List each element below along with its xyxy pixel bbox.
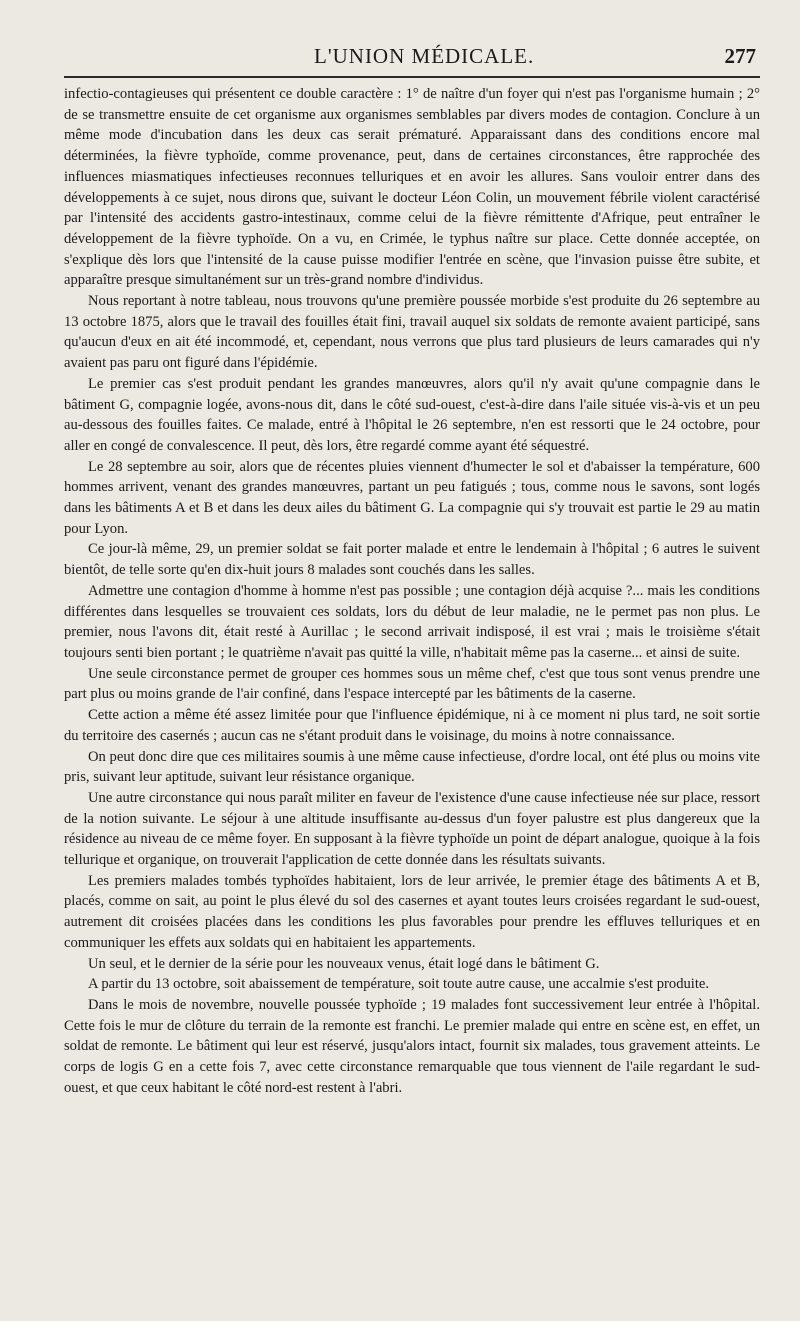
- paragraph: A partir du 13 octobre, soit abaissement de température, soit toute autre cause, une accalmie s'est produite.: [88, 976, 710, 993]
- paragraph: Ce jour-là même, 29, un premier soldat se fait porter malade et entre le lendemain à l'hôpital ; 6 autres le suivent bientôt, de telle sorte qu'en dix-huit jours 8 malades sont couchés dans les salles.: [64, 541, 760, 579]
- paragraph: Une autre circonstance qui nous paraît militer en faveur de l'existence d'une cause infectieuse née sur place, ressort de la notion suivante. Le séjour à une altitude insuffisante au-dessus d'un foyer palustre est plus dangereux que la résidence au niveau de ce même foyer. En supposant à la fièvre typhoïde un point de départ analogue, quoique à la fois tellurique et organique, on trouverait l'application de cette donnée dans les résultats suivants.: [64, 789, 760, 869]
- paragraph: Le premier cas s'est produit pendant les grandes manœuvres, alors qu'il n'y avait qu'une compagnie dans le bâtiment G, compagnie logée, avons-nous dit, dans le côté sud-ouest, c'est-à-dire dans l'aile située vis-à-vis et un peu au-dessous des fouilles faites. Ce malade, entré à l'hôpital le 26 septembre, n'en est ressorti que le 24 octobre, pour aller en congé de convalescence. Il peut, dès lors, être regardé comme ayant été séquestré.: [64, 375, 760, 454]
- running-head: [64, 44, 760, 72]
- paragraph: Le 28 septembre au soir, alors que de récentes pluies viennent d'humecter le sol et d'abaisser la température, 600 hommes arrivent, venant des grandes manœuvres, partant un peu fatigués ; tous, comme nous le savons, sont logés dans les bâtiments A et B et dans les deux ailes du bâtiment G. La compagnie qui s'y trouvait est partie le 29 au matin pour Lyon.: [64, 458, 760, 537]
- paragraph-continued: infectio-contagieuses qui présentent ce double caractère : 1° de naître d'un foyer qui n'est pas l'organisme humain ; 2° de se transmettre ensuite de cet organisme aux organismes semblables par divers modes de contagion. Conclure à un même mode d'incubation dans les deux cas serait prématuré. Apparaissant dans des conditions encore mal déterminées, la fièvre typhoïde, comme provenance, peut, dans de certaines circonstances, être rapprochée des influences miasmatiques infectieuses reconnues telluriques et en avoir les allures. Sans vouloir entrer dans des développements à ce sujet, nous dirons que, suivant le docteur Léon Colin, un mouvement fébrile violent caractérisé par l'intensité des accidents gastro-intestinaux, comme celui de la fièvre rémittente d'Afrique, peut entraîner le développement de la fièvre typhoïde. On a vu, en Crimée, le typhus naître sur place. Cette donnée acceptée, on s'explique dès lors que l'intensité de la cause puisse modifier l'entrée en scène, que l'invasion puisse être subite, et apparaître presque simultanément sur un très-grand nombre d'individus.: [64, 86, 760, 289]
- paragraph: Un seul, et le dernier de la série pour les nouveaux venus, était logé dans le bâtiment G.: [88, 955, 600, 972]
- article-body: [64, 84, 760, 1098]
- page-number: 277: [724, 44, 756, 68]
- paragraph: Admettre une contagion d'homme à homme n'est pas possible ; une contagion déjà acquise ?... mais les conditions différentes dans lesquelles se trouvaient ces soldats, lors du début de leur maladie, ne le permet pas non plus. Le premier, nous l'avons dit, était resté à Aurillac ; le second arrivait indisposé, il est vrai ; mais le troisième s'était toujours senti bien portant ; le quatrième n'avait pas quitté la ville, n'habitait même pas la caserne... et ainsi de suite.: [64, 582, 760, 661]
- paragraph: Cette action a même été assez limitée pour que l'influence épidémique, ni à ce moment ni plus tard, ne soit sortie du territoire des casernés ; aucun cas ne s'étant produit dans le voisinage, du moins à notre connaissance.: [64, 707, 760, 744]
- paragraph: Une seule circonstance permet de grouper ces hommes sous un même chef, c'est que tous sont venus prendre une part plus ou moins grande de l'air confiné, dans l'espace intercepté par les bâtiments de la caserne.: [64, 665, 760, 703]
- journal-title: L'UNION MÉDICALE.: [314, 44, 535, 68]
- paragraph: On peut donc dire que ces militaires soumis à une même cause infectieuse, d'ordre local, ont été plus ou moins vite pris, suivant leur aptitude, suivant leur résistance organique.: [64, 748, 760, 786]
- paragraph: Nous reportant à notre tableau, nous trouvons qu'une première poussée morbide s'est produite du 26 septembre au 13 octobre 1875, alors que le travail des fouilles était fini, travail auquel six soldats de remonte avaient participé, sans qu'aucun d'eux en ait été incommodé, et, cependant, nous verrons que plus tard plusieurs de leurs camarades qui n'y avaient pas paru ont figuré dans l'épidémie.: [64, 293, 760, 372]
- paragraph: Dans le mois de novembre, nouvelle poussée typhoïde ; 19 malades font successivement leur entrée à l'hôpital. Cette fois le mur de clôture du terrain de la remonte est franchi. Le premier malade qui entre en scène est, en effet, un soldat de remonte. Le bâtiment qui leur est réservé, jusqu'alors intact, fournit six malades, tous gravement atteints. Le corps de logis G en a cette fois 7, avec cette circonstance remarquable que tous viennent de l'aile regardant le sud-ouest, et que ceux habitant le côté nord-est restent à l'abri.: [64, 996, 760, 1096]
- paragraph: Les premiers malades tombés typhoïdes habitaient, lors de leur arrivée, le premier étage des bâtiments A et B, placés, comme on sait, au point le plus élevé du sol des casernes et ayant toutes leurs croisées regardant le sud-ouest, autrement dit croisées placées dans les conditions les plus favorables pour prendre les effluves telluriques et en communiquer les effets aux soldats qui en habitaient les appartements.: [64, 872, 760, 951]
- header-rule: [64, 76, 760, 78]
